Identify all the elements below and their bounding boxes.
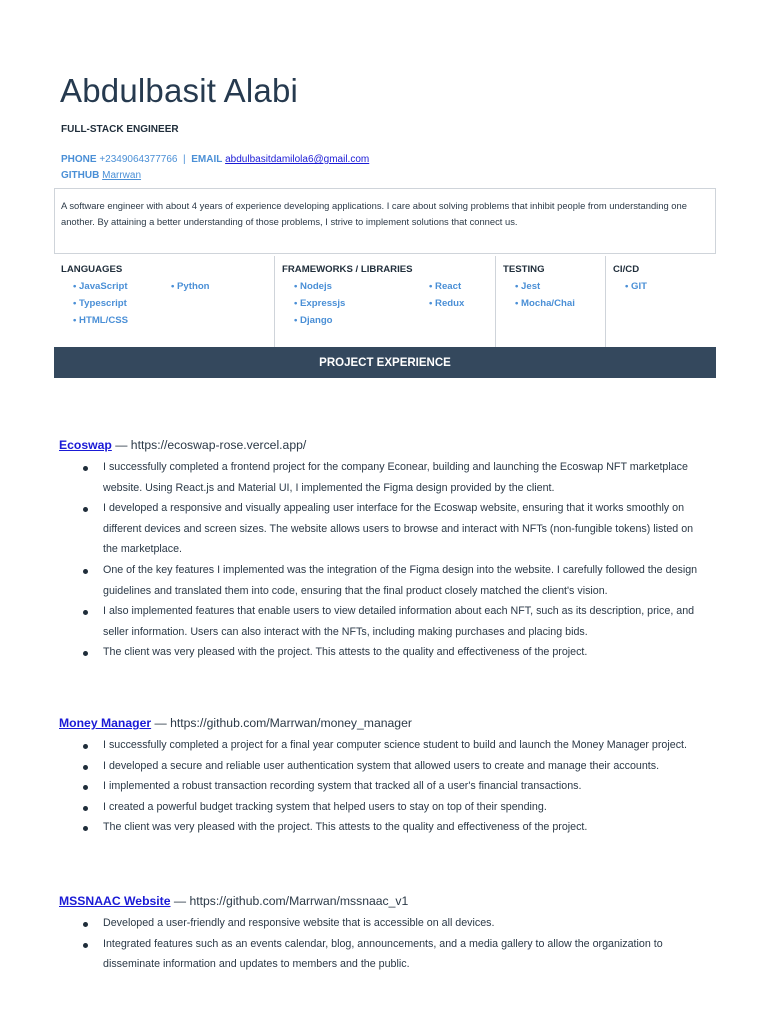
bullet-icon (83, 943, 88, 948)
project-link[interactable]: MSSNAAC Website (59, 894, 171, 908)
project-url: — https://ecoswap-rose.vercel.app/ (115, 438, 307, 452)
phone-number: +2349064377766 (99, 154, 178, 165)
contact-separator: | (183, 154, 186, 165)
bullet-icon (83, 806, 88, 811)
github-link[interactable]: Marrwan (102, 170, 142, 181)
bullet-icon (83, 744, 88, 749)
skills-table (54, 256, 716, 348)
bullet-icon (83, 765, 88, 770)
job-title: FULL-STACK ENGINEER (61, 124, 179, 135)
skill-item: • Django (294, 315, 333, 326)
bullet-icon (83, 610, 88, 615)
list-item: I created a powerful budget tracking system that helped users to stay on top of their spending. (59, 797, 699, 818)
project-ecoswap (59, 437, 699, 663)
phone-label: PHONE (61, 154, 97, 165)
skill-item: • HTML/CSS (73, 315, 129, 326)
skill-item: • GIT (625, 281, 648, 292)
list-item: One of the key features I implemented was the integration of the Figma design into the website. I carefully followed the design guidelines and translated them into code, ensuring that the final product closely matched the client's vision. (59, 560, 699, 601)
project-url: — https://github.com/Marrwan/money_manager (154, 716, 412, 730)
bullet-icon (83, 785, 88, 790)
skills-heading-cicd: CI/CD (613, 264, 640, 275)
bullet-icon (83, 922, 88, 927)
skills-heading-testing: TESTING (503, 264, 545, 275)
skill-item: • Python (171, 281, 210, 292)
list-item: I successfully completed a frontend project for the company Econear, building and launching the Ecoswap NFT marketplace website. Using React.js and Material UI, I implemented the Figma design provided by the client. (59, 457, 699, 498)
skill-item: • Typescript (73, 298, 127, 309)
skill-item: • Nodejs (294, 281, 333, 292)
skill-item: • JavaScript (73, 281, 128, 292)
list-item: I implemented a robust transaction recording system that tracked all of a user's financial transactions. (59, 776, 699, 797)
section-heading-project-experience: PROJECT EXPERIENCE (54, 347, 716, 378)
list-item: I successfully completed a project for a final year computer science student to build and launch the Money Manager project. (59, 735, 699, 756)
skill-item: • Jest (515, 281, 541, 292)
list-item: Developed a user-friendly and responsive website that is accessible on all devices. (59, 913, 699, 934)
bullet-icon (83, 569, 88, 574)
skills-cicd (606, 256, 716, 348)
list-item: I developed a responsive and visually appealing user interface for the Ecoswap website, ensuring that it works smoothly on different devices and screen sizes. The website allows users to browse and interact with NFTs (non-fungible tokens) listed on the marketplace. (59, 498, 699, 560)
skills-languages (54, 256, 275, 348)
bullet-icon (83, 826, 88, 831)
list-item: I also implemented features that enable users to view detailed information about each NFT, such as its description, price, and seller information. Users can also interact with the NFTs, including making purchases and placing bids. (59, 601, 699, 642)
skills-heading-languages: LANGUAGES (61, 264, 123, 275)
skills-testing (496, 256, 606, 348)
list-item: The client was very pleased with the project. This attests to the quality and effectiveness of the project. (59, 642, 699, 663)
bullet-icon (83, 466, 88, 471)
project-mssnaac (59, 893, 699, 975)
candidate-name: Abdulbasit Alabi (60, 72, 299, 109)
contact-info (61, 152, 369, 184)
professional-summary: A software engineer with about 4 years of experience developing applications. I care about solving problems that inhibit people from understanding one another. By attaining a better understanding of those problems, I strive to implement solutions that connect us. (54, 188, 716, 254)
skills-heading-frameworks: FRAMEWORKS / LIBRARIES (282, 264, 413, 275)
skill-item: • Mocha/Chai (515, 298, 575, 309)
email-label: EMAIL (191, 154, 223, 165)
list-item: Integrated features such as an events calendar, blog, announcements, and a media gallery to allow the organization to disseminate information and updates to members and the public. (59, 934, 699, 975)
email-link[interactable]: abdulbasitdamilola6@gmail.com (225, 154, 370, 165)
skill-item: • React (429, 281, 462, 292)
list-item: I developed a secure and reliable user authentication system that allowed users to create and manage their accounts. (59, 756, 699, 777)
bullet-icon (83, 507, 88, 512)
skills-frameworks (275, 256, 496, 348)
project-link[interactable]: Ecoswap (59, 438, 112, 452)
github-label: GITHUB (61, 170, 100, 181)
list-item: The client was very pleased with the project. This attests to the quality and effectiveness of the project. (59, 817, 699, 838)
project-money-manager (59, 715, 699, 838)
bullet-icon (83, 651, 88, 656)
project-url: — https://github.com/Marrwan/mssnaac_v1 (173, 894, 409, 908)
project-link[interactable]: Money Manager (59, 716, 152, 730)
skill-item: • Expressjs (294, 298, 346, 309)
skill-item: • Redux (429, 298, 465, 309)
